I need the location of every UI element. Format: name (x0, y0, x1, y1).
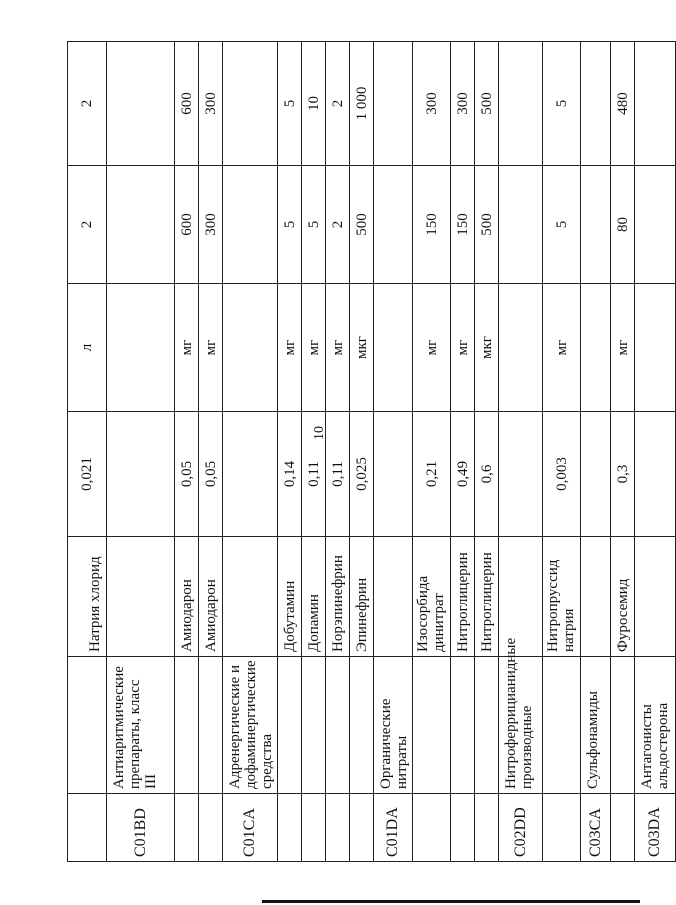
unit-cell (635, 284, 676, 412)
table-row (413, 42, 451, 862)
ddd-cell: 0,11 (302, 412, 326, 537)
code-cell: C02DD (499, 794, 543, 862)
ddd-cell: 0,003 (543, 412, 581, 537)
max-dose-cell: 500 (475, 42, 499, 166)
table-row (107, 42, 175, 862)
code-cell (278, 794, 302, 862)
group-cell: Антиаритмические препараты, класс III (107, 657, 175, 794)
ddd-cell: 0,05 (199, 412, 223, 537)
drug-cell: Эпинефрин (350, 537, 374, 657)
code-cell (326, 794, 350, 862)
code-cell: C01CA (223, 794, 278, 862)
group-cell (326, 657, 350, 794)
table-row (543, 42, 581, 862)
ddd-cell: 0,6 (475, 412, 499, 537)
dose-cell (635, 166, 676, 284)
code-cell: C01DA (374, 794, 413, 862)
unit-cell (374, 284, 413, 412)
table-row (350, 42, 374, 862)
dose-cell: 5 (302, 166, 326, 284)
dose-cell: 2 (68, 166, 107, 284)
ddd-cell: 0,21 (413, 412, 451, 537)
unit-cell: мг (451, 284, 475, 412)
table-row (635, 42, 676, 862)
ddd-cell: 0,49 (451, 412, 475, 537)
dose-cell: 2 (326, 166, 350, 284)
ddd-cell (107, 412, 175, 537)
drug-cell: Амиодарон (175, 537, 199, 657)
max-dose-cell (107, 42, 175, 166)
scan-edge-line (262, 900, 640, 903)
drug-cell: Добутамин (278, 537, 302, 657)
table-row (374, 42, 413, 862)
unit-cell: мг (278, 284, 302, 412)
dose-cell (581, 166, 611, 284)
drug-cell (223, 537, 278, 657)
unit-cell: мг (611, 284, 635, 412)
drug-cell: Фуросемид (611, 537, 635, 657)
unit-cell: л (68, 284, 107, 412)
dose-cell: 300 (199, 166, 223, 284)
table-row (581, 42, 611, 862)
code-cell (68, 794, 107, 862)
dose-cell: 500 (475, 166, 499, 284)
dose-cell (374, 166, 413, 284)
drug-cell: Нитроглицерин (451, 537, 475, 657)
ddd-cell: 0,05 (175, 412, 199, 537)
max-dose-cell: 600 (175, 42, 199, 166)
code-cell: C01BD (107, 794, 175, 862)
ddd-cell (374, 412, 413, 537)
dose-cell (499, 166, 543, 284)
group-cell (302, 657, 326, 794)
table-row (326, 42, 350, 862)
max-dose-cell (374, 42, 413, 166)
code-cell (451, 794, 475, 862)
unit-cell: мг (302, 284, 326, 412)
table-row (475, 42, 499, 862)
code-cell: C03DA (635, 794, 676, 862)
unit-cell: мг (199, 284, 223, 412)
max-dose-cell (499, 42, 543, 166)
table-row (278, 42, 302, 862)
dose-cell (223, 166, 278, 284)
code-cell (302, 794, 326, 862)
ddd-cell (635, 412, 676, 537)
code-cell (413, 794, 451, 862)
unit-cell (581, 284, 611, 412)
group-cell: Адренергические и дофаминергические средства (223, 657, 278, 794)
rotated-table-container (67, 42, 671, 862)
group-cell (451, 657, 475, 794)
max-dose-cell: 1 000 (350, 42, 374, 166)
drug-cell (107, 537, 175, 657)
unit-cell: мг (326, 284, 350, 412)
max-dose-cell: 300 (199, 42, 223, 166)
unit-cell: мкг (350, 284, 374, 412)
code-cell (175, 794, 199, 862)
ddd-cell (499, 412, 543, 537)
ddd-cell: 0,025 (350, 412, 374, 537)
group-cell (413, 657, 451, 794)
unit-cell: мг (175, 284, 199, 412)
code-cell (611, 794, 635, 862)
drug-cell (374, 537, 413, 657)
group-cell: Органические нитраты (374, 657, 413, 794)
ddd-cell: 0,14 (278, 412, 302, 537)
dose-cell: 5 (543, 166, 581, 284)
table-row (68, 42, 107, 862)
table-row (302, 42, 326, 862)
group-cell (68, 657, 107, 794)
drug-cell: Нитроглицерин (475, 537, 499, 657)
max-dose-cell: 480 (611, 42, 635, 166)
max-dose-cell: 2 (326, 42, 350, 166)
group-cell (611, 657, 635, 794)
table-row (451, 42, 475, 862)
unit-cell: мг (543, 284, 581, 412)
dose-cell: 5 (278, 166, 302, 284)
code-cell (475, 794, 499, 862)
drug-cell: Натрия хлорид (68, 537, 107, 657)
group-cell (199, 657, 223, 794)
unit-cell: мкг (475, 284, 499, 412)
drug-cell: Изосорбида динитрат (413, 537, 451, 657)
unit-cell (107, 284, 175, 412)
group-cell (175, 657, 199, 794)
ddd-cell: 0,11 (326, 412, 350, 537)
unit-cell (223, 284, 278, 412)
ddd-cell (581, 412, 611, 537)
drug-cell: Нитропруссид натрия (543, 537, 581, 657)
group-cell (350, 657, 374, 794)
ddd-cell (223, 412, 278, 537)
group-cell (475, 657, 499, 794)
table-row (199, 42, 223, 862)
table-row (223, 42, 278, 862)
max-dose-cell: 5 (278, 42, 302, 166)
max-dose-cell (581, 42, 611, 166)
group-cell: Антагонисты альдостерона (635, 657, 676, 794)
dose-cell: 150 (413, 166, 451, 284)
group-cell (543, 657, 581, 794)
dose-cell: 150 (451, 166, 475, 284)
max-dose-cell: 10 (302, 42, 326, 166)
drug-cell (635, 537, 676, 657)
code-cell (543, 794, 581, 862)
ddd-cell: 0,3 (611, 412, 635, 537)
drug-cell: Амиодарон (199, 537, 223, 657)
drug-dosage-table (67, 41, 676, 862)
drug-cell: Норэпинефрин (326, 537, 350, 657)
max-dose-cell: 2 (68, 42, 107, 166)
dose-cell (107, 166, 175, 284)
group-cell: Сульфонамиды (581, 657, 611, 794)
dose-cell: 80 (611, 166, 635, 284)
code-cell (350, 794, 374, 862)
max-dose-cell: 5 (543, 42, 581, 166)
unit-cell: мг (413, 284, 451, 412)
table-row (499, 42, 543, 862)
max-dose-cell: 300 (451, 42, 475, 166)
max-dose-cell: 300 (413, 42, 451, 166)
max-dose-cell (635, 42, 676, 166)
group-cell (278, 657, 302, 794)
dose-cell: 600 (175, 166, 199, 284)
page-number: 10 (312, 426, 327, 440)
dose-cell: 500 (350, 166, 374, 284)
code-cell: C03CA (581, 794, 611, 862)
code-cell (199, 794, 223, 862)
table-row (175, 42, 199, 862)
drug-cell: Допамин (302, 537, 326, 657)
ddd-cell: 0,021 (68, 412, 107, 537)
table-row (611, 42, 635, 862)
group-cell: Нитроферрицианидные производные (499, 657, 543, 794)
drug-cell (581, 537, 611, 657)
unit-cell (499, 284, 543, 412)
max-dose-cell (223, 42, 278, 166)
